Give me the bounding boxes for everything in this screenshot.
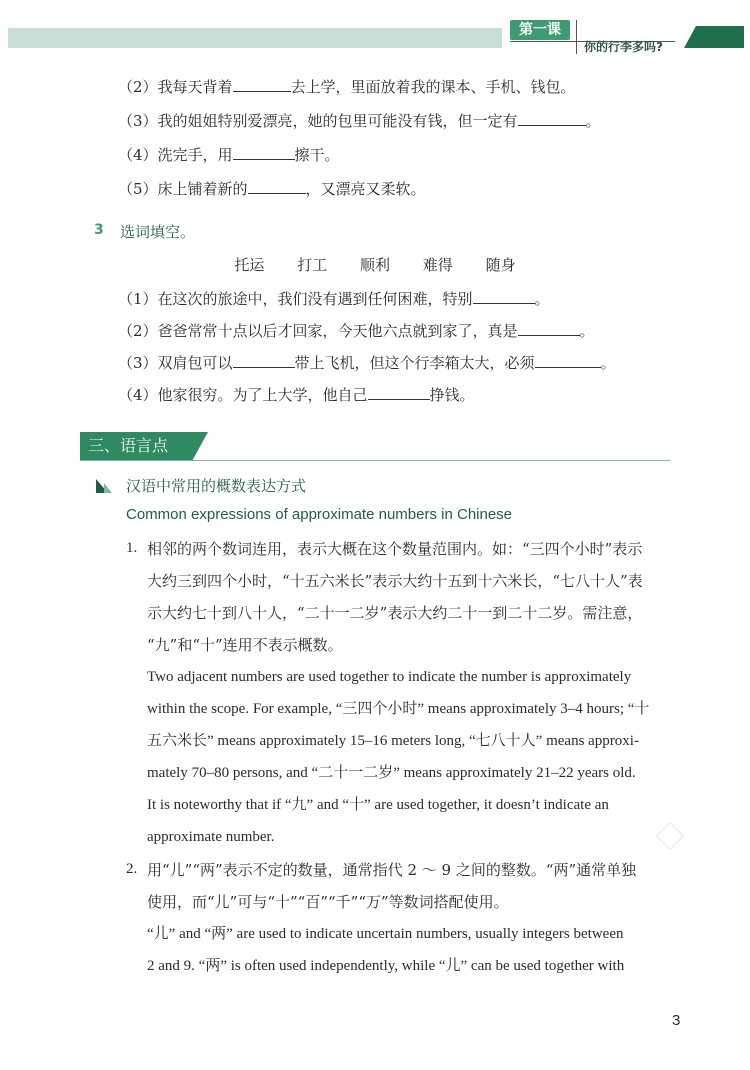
item-text: （2）爸爸常常十点以后才回家，今天他六点就到家了，真是 [118,322,518,340]
page-number: 3 [672,1012,681,1029]
fill-blank [473,289,535,304]
exercise3-number: 3 [94,222,104,238]
point1-chinese [147,533,643,661]
exercise3-item-1 [118,288,550,309]
word-bank-item: 打工 [297,256,328,274]
item-text: 。 [585,112,601,130]
watermark-mark [656,822,684,850]
item-text: 擦干。 [294,146,340,164]
item-text: （1）在这次的旅途中，我们没有遇到任何困难，特别 [118,290,473,308]
lesson-title: 你的行李多吗? [584,40,663,54]
paragraph-line: “儿” and “两” are used to indicate uncertain numbers, usually integers between [147,926,624,942]
point2-english [147,918,624,982]
fill-blank [233,353,295,368]
word-bank-item: 难得 [422,256,453,274]
exercise2-item-5 [118,178,426,199]
fill-blank [233,145,295,160]
fill-blank [518,111,586,126]
point2-chinese [147,854,636,918]
header-bar [8,28,502,48]
paragraph-line: 使用，而“儿”可与“十”“百”“千”“万”等数词搭配使用。 [147,893,509,911]
paragraph-line: 用“儿”“两”表示不定的数量，通常指代 2 ～ 9 之间的整数。“两”通常单独 [147,861,637,879]
point-number: 2. [126,861,138,877]
word-bank-item: 顺利 [359,256,390,274]
triangle-accent-icon [104,483,112,493]
item-text: 。 [534,290,550,308]
fill-blank [368,385,430,400]
paragraph-line: 示大约七十到八十人，“二十一二岁”表示大约二十一到二十二岁。需注意， [147,604,643,622]
exercise2-item-3 [118,110,601,131]
exercise2-item-2 [118,76,576,97]
item-text: （2）我每天背着 [118,78,233,96]
subheading-english: Common expressions of approximate numbers in Chinese [126,506,513,523]
item-text: 挣钱。 [429,386,475,404]
header-divider [576,20,577,54]
item-text: 。 [600,354,616,372]
paragraph-line: 2 and 9. “两” is often used independently, while “儿” can be used together with [147,958,625,974]
paragraph-line: “九”和“十”连用不表示概数。 [147,636,343,654]
subheading-chinese: 汉语中常用的概数表达方式 [126,477,307,495]
header-rule [510,41,576,42]
paragraph-line: 大约三到四个小时，“十五六米长”表示大约十五到十六米长，“七八十人”表 [147,572,643,590]
paragraph-line: approximate number. [147,829,275,845]
paragraph-line: within the scope. For example, “三四个小时” means approximately 3–4 hours; “十 [147,701,650,717]
item-text: 。 [579,322,595,340]
paragraph-line: Two adjacent numbers are used together to indicate the number is approximately [147,669,632,685]
item-text: （4）洗完手，用 [118,146,233,164]
paragraph-line: mately 70–80 persons, and “二十一二岁” means approximately 21–22 years old. [147,765,636,781]
exercise3-item-3 [118,352,616,373]
exercise3-item-2 [118,320,595,341]
item-text: 带上飞机，但这个行李箱太大，必须 [294,354,535,372]
exercise2-item-4 [118,144,340,165]
word-bank-item: 随身 [485,256,516,274]
section-rule [80,460,670,461]
word-bank [0,254,750,275]
exercise3-item-4 [118,384,475,405]
item-text: ，又漂亮又柔软。 [305,180,426,198]
paragraph-line: It is noteworthy that if “九” and “十” are used together, it doesn’t indicate an [147,797,609,813]
lesson-label: 第一课 [510,20,570,40]
item-text: （3）我的姐姐特别爱漂亮，她的包里可能没有钱，但一定有 [118,112,518,130]
item-text: 去上学，里面放着我的课本、手机、钱包。 [290,78,576,96]
point-number: 1. [126,540,138,556]
item-text: （5）床上铺着新的 [118,180,248,198]
point1-english [147,661,649,853]
word-bank-item: 托运 [234,256,265,274]
header-tab [684,26,744,48]
fill-blank [248,179,306,194]
item-text: （3）双肩包可以 [118,354,233,372]
paragraph-line: 五六米长” means approximately 15–16 meters long, “七八十人” means approxi- [147,733,639,749]
exercise3-title: 选词填空。 [120,223,196,241]
paragraph-line: 相邻的两个数词连用，表示大概在这个数量范围内。如：“三四个小时”表示 [147,540,643,558]
item-text: （4）他家很穷。为了上大学，他自己 [118,386,368,404]
fill-blank [233,77,291,92]
fill-blank [518,321,580,336]
section-banner-title: 三、语言点 [88,436,169,455]
fill-blank [535,353,601,368]
